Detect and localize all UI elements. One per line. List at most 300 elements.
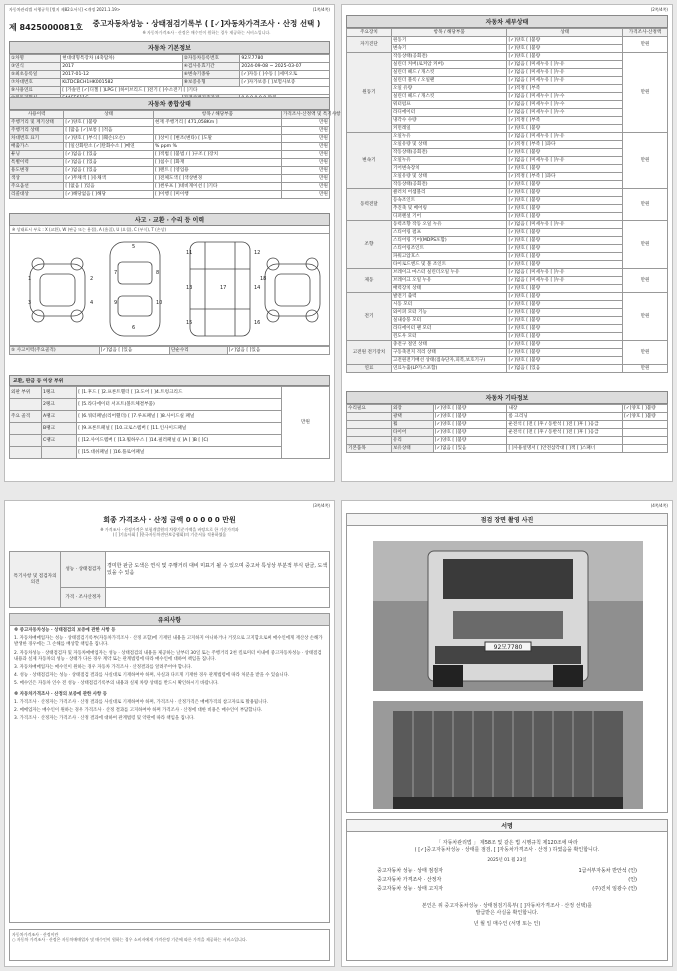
detail-item-state: [✓]양호 [ ]불량 [507,181,623,189]
signature-row [347,884,667,893]
detail-group-price: 만원 [623,341,668,365]
detail-row [347,293,668,301]
summary-row [10,175,330,183]
detail-item-name: 추진축 및 베어링 [391,205,507,213]
detail-row [347,173,668,181]
summary-row [10,143,330,151]
notice-paragraph: 1. 가격조사 · 산정자는 가격조사 · 산정 결과를 사실대로 기재하여야 하며, 가격조사 · 산정가격은 매매가격의 참고자료로 활용됩니다. [14,699,269,705]
summary-item-detail: [ ]침수 [ ]화재 [153,159,281,167]
detail-item-name: 스티어링조인트 [391,245,507,253]
etc-heading: 자동차 기타정보 [346,391,668,404]
car-part-number-label: 11 [186,250,193,257]
car-part-number-label: 7 [114,270,118,277]
detail-group-name: 자기진단 [347,37,392,53]
etc-row [347,437,668,445]
detail-item-state: [✓]적정 [ ]부족 [ ]과다 [507,141,623,149]
detail-row [347,53,668,61]
basic-info-value: 현대대형특장차 (4축탑차) [61,55,183,63]
detail-group-price: 만원 [623,365,668,373]
car-part-number-label: 13 [186,285,193,292]
detail-item-name: 윈도우 모터 [391,333,507,341]
car-diagram [9,234,330,346]
summary-item-name: 용도변경 [10,167,64,175]
detail-row [347,221,668,229]
etc-item-b-state: [✓]양호 [ ]불량 [623,405,668,413]
detail-item-name: 오일누유 [391,157,507,165]
detail-item-state: [✓]양호 [ ]불량 [507,333,623,341]
detail-row [347,85,668,93]
car-part-number-label: 17 [220,285,227,292]
detail-item-state: [✓]양호 [ ]불량 [507,261,623,269]
notice-paragraph: 5. 매수인은 자동차 인수 전 성능 · 상태점검기록부의 내용과 실제 차량 상태를 반드시 확인하시기 바랍니다. [14,681,219,687]
frame-grade [10,399,42,411]
detail-item-name: 등속조인트 [391,197,507,205]
detail-row [347,149,668,157]
detail-group-price: 만원 [623,133,668,189]
frame-row [10,387,330,399]
frame-items: [ ]15.대쉬패널 [ ]16.플로어패널 [77,447,282,459]
detail-item-name: 오일 유량 [391,85,507,93]
truck-rear-photo [373,701,643,809]
detail-item-state: [✓]적정 [ ]부족 [ ]과다 [507,173,623,181]
page-number: (1쪽/4쪽) [312,7,330,12]
basic-info-key: ⑦차대번호 [10,79,61,87]
notice-price-title: ※ 자동차가격조사 · 산정의 보증에 관한 사항 등 [14,691,107,697]
detail-item-name: 커먼레일 [391,125,507,133]
detail-row [347,253,668,261]
summary-item-name: 주행거리 및 계기상태 [10,119,64,127]
summary-item-detail: [ ]상이 [ ]변조(변타) [ ]도말 [153,135,281,143]
detail-item-name: 기어변속장치 [391,165,507,173]
summary-item-price: 만원 [281,151,329,159]
detail-row [347,69,668,77]
etc-item-b-state: [✓]양호 [ ]불량 [623,413,668,421]
notice-warranty-list [10,636,329,687]
detail-row [347,357,668,365]
detail-item-state: [✓]없음 [ ]미세누유 [ ]누유 [507,69,623,77]
basic-info-row [10,63,330,71]
detail-item-name: 실린더 커버(로커암 커버) [391,61,507,69]
frame-grade [10,447,42,459]
detail-row [347,101,668,109]
detail-row [347,317,668,325]
frame-rank: A랭크 [42,411,77,423]
detail-row [347,261,668,269]
basic-info-value: KLTDCBCH1HK001582 [61,79,183,87]
etc-key [347,437,392,445]
detail-item-name: 구동축전지 격리 상태 [391,349,507,357]
truck-front-photo [373,541,643,691]
detail-item-name: 실린더 헤드 / 개스킷 [391,69,507,77]
detail-item-state: [✓]양호 [ ]불량 [507,357,623,365]
detail-row [347,165,668,173]
basic-info-value: 2017 [61,63,183,71]
detail-item-name: 오일유량 및 상태 [391,173,507,181]
summary-row [10,135,330,143]
etc-item-state: [✓]양호 [ ]불량 [433,437,507,445]
detail-item-name: 시동 모터 [391,301,507,309]
detail-item-state: [✓]양호 [ ]불량 [507,45,623,53]
notice-paragraph: 3. 가격조사 · 산정자는 가격조사 · 산정 결과에 대하여 관계법령 및 약관에 따라 책임을 집니다. [14,716,195,722]
summary-item-price: 만원 [281,167,329,175]
detail-section [346,15,668,373]
detail-item-state: [✓]양호 [ ]불량 [507,309,623,317]
page-1-header [9,7,330,13]
frame-heading: 교환, 판금 등 이상 부위 [9,375,330,386]
car-part-number-label: 5 [132,244,136,251]
detail-row [347,125,668,133]
detail-row [347,181,668,189]
pricing-definition-box [9,929,330,961]
detail-row [347,277,668,285]
form-reference: 자동차관리법 시행규칙 [별지 제82호서식] <개정 2021.1.19> [9,7,121,12]
etc-item: 휠 [391,421,433,429]
basic-info-key: ⑤최초등록일 [10,71,61,79]
detail-item-name: 원동기 [391,37,507,45]
detail-row [347,189,668,197]
basic-info-row [10,55,330,63]
signature-role: 중고자동차 가격조사 · 산정자 [377,877,442,884]
detail-group-price: 만원 [623,37,668,53]
detail-item-name: 디퍼렌셜 기어 [391,213,507,221]
detail-row [347,197,668,205]
summary-item-detail: % ppm % [153,143,281,151]
detail-item-name: 오일유량 및 상태 [391,141,507,149]
detail-group-name: 제동 [347,269,392,293]
etc-section [346,391,668,453]
opinion-section [9,551,330,608]
etc-item-b [507,437,623,445]
car-part-number-label: 6 [132,325,136,332]
final-price-title: 회종 가격조사 · 산정 금액 0 0 0 0 0 만원 [103,516,236,524]
detail-group-name: 원동기 [347,53,392,133]
etc-key: 수리필요 [347,405,392,413]
detail-group-price: 만원 [623,189,668,221]
detail-item-state: [✓]양호 [ ]불량 [507,165,623,173]
basic-info-key: ③연식 [10,63,61,71]
detail-item-state: [✓]없음 [ ]미세누유 [ ]누유 [507,221,623,229]
frame-grade: 주요 골격 [10,411,42,423]
summary-section [9,97,341,199]
page-4-header [346,503,668,509]
detail-item-name: 실린더 블록 / 오일팬 [391,77,507,85]
detail-column-header: 주요장치 [347,29,392,37]
etc-item-b-state [623,429,668,437]
summary-row [10,159,330,167]
summary-column-header: 상태 [64,111,154,119]
notice-heading: 유의사항 [10,614,329,626]
detail-item-state: [✓]양호 [ ]불량 [507,125,623,133]
notice-warranty-title: ※ 중고자동차성능 · 상태점검의 보증에 관한 사항 등 [14,628,116,633]
detail-row [347,117,668,125]
basic-info-row [10,79,330,87]
appraiser-label: 가격 · 조사산정자 [61,588,106,608]
summary-item-price: 만원 [281,127,329,135]
frame-items: [ ]12.사이드멤버 [ ]13.휠하우스 [ ]14.필러패널 ([ ]A [ ]B [ ]C) [77,435,282,447]
summary-row [10,183,330,191]
basic-info-key: ⑧보증유형 [182,79,240,87]
detail-item-state: [✓]양호 [ ]불량 [507,37,623,45]
detail-item-name: 배력장치 상태 [391,285,507,293]
page-4 [341,500,673,967]
detail-item-name: 클러치 어셈블리 [391,189,507,197]
detail-item-state: [✓]양호 [ ]불량 [507,301,623,309]
detail-row [347,269,668,277]
summary-item-state: [✓]양호 [ ]불량 [64,119,154,127]
etc-row [347,421,668,429]
summary-item-price: 만원 [281,159,329,167]
detail-item-state: [✓]없음 [ ]미세누수 [ ]누수 [507,109,623,117]
detail-item-name: 라디에이터 팬 모터 [391,325,507,333]
detail-item-name: 오일누유 [391,133,507,141]
detail-group-name: 연료 [347,365,392,373]
detail-item-state: [✓]양호 [ ]불량 [507,197,623,205]
detail-column-header: 항목 / 해당부품 [391,29,507,37]
final-price-subtitle: ※ 가격조사 · 산정가격은 보험개발원의 차량기준가액을 바탕으로 한 기준가격과 ( [ ]기술사회 [ ]한국자동차진단보증협회)의 기준서를 적용하였음 [100,527,239,538]
detail-group-price: 만원 [623,221,668,269]
detail-item-state: [✓]양호 [ ]불량 [507,205,623,213]
accident-table [9,346,330,355]
summary-item-state: [✓]해당없음 [ ]해당 [64,191,154,199]
car-part-number-label: 14 [254,285,261,292]
etc-item: 유리 [391,437,433,445]
doc-title: 중고자동차성능 · 상태점검기록부 ( [✓]자동차가격조사 · 산정 선택 ) [92,19,321,28]
accident-key: 단순수리 [169,347,227,355]
basic-info-key: ⑥변속기종류 [182,71,240,79]
basic-info-key: ②자동차등록번호 [182,55,240,63]
detail-row [347,325,668,333]
etc-item-b-state [623,437,668,445]
basic-info-value: [ ]가솔린 [✓]디젤 [ ]LPG [ ]하이브리드 [ ]전기 [ ]수소전기 [ ]기타 [61,87,330,95]
detail-item-name: 작동상태(공회전) [391,181,507,189]
detail-item-state: [✓]양호 [ ]불량 [507,349,623,357]
summary-item-name: 차대번호 표기 [10,135,64,143]
detail-group-name: 동력전달 [347,189,392,221]
car-part-number-label: 9 [114,300,118,307]
summary-row [10,119,330,127]
truck-rear-image [373,701,643,809]
detail-item-name: 발전기 출력 [391,293,507,301]
opinion-label: 특기사항 및 점검자의 의견 [10,552,61,608]
frame-grade [10,435,42,447]
car-part-number-label: 15 [186,320,193,327]
summary-item-detail: [ ]전체도색 [ ]색상변경 [153,175,281,183]
summary-item-detail: [ ]썬루프 [ ]네비게이션 [ ]기타 [153,183,281,191]
inspector-label: 성능 · 상태점검자 [61,552,106,588]
buyer-statement: 본인은 위 중고자동차성능 · 상태점검기록부( [ ]자동차가격조사 · 산정 선택)를 발급받은 사실을 확인합니다. [421,903,593,917]
car-part-number-label: 10 [156,300,163,307]
basic-info-section [9,41,330,103]
accident-key: ⑤ 사고이력(주요골격) [10,347,100,355]
detail-item-state: [✓]없음 [ ]미세누유 [ ]누유 [507,269,623,277]
detail-group-price: 만원 [623,53,668,133]
summary-item-name: 특별이력 [10,159,64,167]
appraiser-opinion [105,588,329,608]
car-outline-diagram [10,234,331,344]
notice-paragraph: 2. 매매업자는 매수인이 원하는 경우 가격조사 · 산정 결과를 고지하여야 하며 가격조사 · 산정에 대한 비용은 매수인이 부담합니다. [14,708,263,714]
summary-item-state: [ ]없음 [ ]있음 [64,183,154,191]
basic-info-value: [✓]자가보증 [ ]보험사보증 [240,79,330,87]
detail-item-state: [✓]양호 [ ]불량 [507,317,623,325]
detail-row [347,61,668,69]
detail-row [347,365,668,373]
summary-item-price: 만원 [281,143,329,151]
detail-item-name: 스티어링 펌프 [391,229,507,237]
detail-item-state: [✓]양호 [ ]불량 [507,53,623,61]
truck-front-image [373,541,643,691]
summary-item-detail: [ ]렌트 [ ]영업용 [153,167,281,175]
summary-column-header: 가격조사·산정액 및 특기사항 [282,111,341,117]
etc-item: 타이어 [391,429,433,437]
frame-rank: 1랭크 [42,387,77,399]
summary-table [9,110,341,199]
detail-item-state: [✓]양호 [ ]불량 [507,253,623,261]
detail-item-name: 브레이크 오일 누유 [391,277,507,285]
inspector-opinion: 경미한 판금 도색은 연식 및 주행거리 대비 미표기 될 수 있으며 중고차 특성상 부분적 부식 판금, 도색 있을 수 있음 [105,552,329,588]
etc-row [347,405,668,413]
frame-items: [ ]1.후드 [ ]2.프론트휀더 [ ]3.도어 [ ]4.트렁크리드 [77,387,282,399]
detail-item-name: 스티어링 기어(MDPS포함) [391,237,507,245]
frame-items: [ ]6.쿼터패널(리어휀더) [ ]7.루프패널 [ ]8.사이드실 패널 [77,411,282,423]
detail-row [347,237,668,245]
signature-rows [347,866,667,893]
detail-row [347,229,668,237]
detail-item-state: [✓]양호 [ ]불량 [507,245,623,253]
notice-price-list [10,700,329,723]
summary-item-state: [✓]무채색 [ ]유채색 [64,175,154,183]
summary-item-name: 색상 [10,175,64,183]
etc-item-state: [✓]양호 [ ]불량 [433,429,507,437]
summary-row [10,167,330,175]
detail-item-name: 동력조향 작동 오일 누유 [391,221,507,229]
car-part-number-label: 12 [254,250,261,257]
accident-section [9,213,330,355]
etc-item-b-state [623,421,668,429]
detail-row [347,133,668,141]
frame-table [9,386,330,459]
detail-item-state: [✓]적정 [ ]부족 [507,117,623,125]
accident-value: [✓]없음 [ ]있음 [227,347,329,355]
accident-legend: ※ 상태표시 부호 : X (교환), W (판금 또는 용접), A (흠집), U (요철), C (부식), T (손상) [9,226,330,234]
detail-item-state: [✓]양호 [ ]불량 [507,213,623,221]
car-part-number-label: 4 [90,300,94,307]
basic-info-row [10,87,330,95]
summary-item-price: 만원 [281,135,329,143]
frame-rank: C랭크 [42,435,77,447]
notice-paragraph: 1. 자동차매매업자는 성능 · 상태점검기록부(자동차가격조사 · 산정 포함)에 기재된 내용을 고지하지 아니하거나 거짓으로 고지함으로써 매수인에게 재산상 손해가 발생한 경우에는 그 손해를 배상할 책임을 집니다. [14,636,323,648]
detail-item-state: [✓]양호 [ ]불량 [507,189,623,197]
etc-table [346,404,668,453]
signature-date: 2025년 01 월 23일 [487,858,527,863]
detail-heading: 자동차 세부상태 [346,15,668,28]
etc-item-state: [✓]양호 [ ]불량 [433,405,507,413]
basic-info-key: ①차명 [10,55,61,63]
detail-row [347,341,668,349]
summary-item-state: [✓]없음 [ ]있음 [64,159,154,167]
etc-item-b: 운전석 [ ]전 [ ]후 / 동반석 [ ]전 [ ]후 [ ]응급 [507,429,623,437]
signature-heading: 서명 [347,820,667,832]
page-2 [341,4,673,482]
detail-group-name: 조향 [347,221,392,269]
summary-item-name: 주요옵션 [10,183,64,191]
summary-item-state: [ ]많음 [✓]보통 [ ]적음 [64,127,154,135]
detail-item-name: 충전구 절연 상태 [391,341,507,349]
page-1 [4,4,341,482]
detail-group-price: 만원 [623,269,668,293]
car-part-number-label: 8 [156,270,160,277]
pricing-definition-text: 자동차가격조사 · 산정이란 ○ 자동차 가격조사 · 산정은 자동차매매업자 및 매수인이 원하는 경우 소비자에게 가격산정 기준에 따른 가격을 제공하는 서비스입니다. [12,932,248,943]
summary-item-detail: [ ]적법 [ ]불법 / [ ]구조 [ ]장치 [153,151,281,159]
etc-key: 기본품목 [347,445,392,453]
detail-item-name: 와이퍼 모터 기능 [391,309,507,317]
detail-item-state: [✓]없음 [ ]미세누수 [ ]누수 [507,93,623,101]
etc-key [347,429,392,437]
summary-column-header: 사용이력 [10,111,64,119]
doc-subtitle: ※ 자동차가격조사 · 산정은 매수인이 원하는 경우 제공하는 서비스입니다. [142,30,271,35]
license-plate: 92모7780 [493,644,523,651]
notice-paragraph: 2. 자동차성능 · 상태점검자 및 자동차매매업자는 성능 · 상태점검의 내용을 제공하는 날부터 30일 또는 주행거리 2천 킬로미터 이내에 중고자동차성능 · 상태점검 내용과 실제 자동차의 성능 · 상태가 다른 경우 계약 또는 관계법령에 따라 매수인에 대하여 책임을 집니다. [14,650,322,662]
detail-row [347,37,668,45]
signature-name: 1급서부자동차 반안석 (인) [578,868,637,875]
etc-key [347,413,392,421]
summary-item-price: 만원 [281,183,329,191]
detail-row [347,285,668,293]
detail-item-state: [✓]양호 [ ]불량 [507,149,623,157]
detail-item-name: 파워고압호스 [391,253,507,261]
detail-item-state: [✓]양호 [ ]불량 [507,237,623,245]
frame-section [9,375,330,459]
etc-item-state: [✓]양호 [ ]불량 [433,413,507,421]
detail-item-state: [✓]없음 [ ]미세누유 [ ]누유 [507,61,623,69]
basic-info-value: 92모7780 [240,55,330,63]
etc-item-b: [ ]사용설명서 [ ]안전삼각대 [ ]잭 [ ]스패너 [507,445,623,453]
detail-item-name: 고전원전기배선 상태(접속단자,피복,보호기구) [391,357,507,365]
detail-item-state: [✓]없음 [ ]있음 [507,365,623,373]
etc-item-b: 룸 크리닝 [507,413,623,421]
detail-item-state: [✓]없음 [ ]미세누유 [ ]누유 [507,77,623,85]
basic-info-value: 2017-01-12 [61,71,183,79]
detail-item-state: [✓]없음 [ ]미세누유 [ ]누유 [507,133,623,141]
detail-row [347,301,668,309]
etc-item-state: [✓]없음 [ ]있음 [433,445,507,453]
etc-item-b-state [623,445,668,453]
buyer-signature-line: 년 월 일 매수인 (서명 또는 인) [473,921,541,928]
detail-item-name: 워터펌프 [391,101,507,109]
detail-table [346,28,668,373]
detail-item-name: 타이로드엔드 및 볼 조인트 [391,261,507,269]
accident-heading: 사고 · 교환 · 수리 등 이력 [9,213,330,226]
detail-group-name: 고전원 전기장치 [347,341,392,365]
summary-item-name: 리콜대상 [10,191,64,199]
notice-paragraph: 3. 자동차매매업자는 매수인이 원하는 경우 자동차 가격조사 · 산정결과를 알려주어야 합니다. [14,665,192,671]
summary-item-name: 튜닝 [10,151,64,159]
summary-row [10,127,330,135]
detail-row [347,141,668,149]
detail-item-name: 작동상태(공회전) [391,53,507,61]
detail-item-name: 브레이크 마스터 실린더오일 누유 [391,269,507,277]
etc-item-state: [✓]양호 [ ]불량 [433,421,507,429]
basic-info-heading: 자동차 기본정보 [9,41,330,54]
etc-row [347,413,668,421]
doc-number: 제 8425000081호 [9,22,83,32]
detail-item-state: [✓]적정 [ ]부족 [507,85,623,93]
car-part-number-label: 18 [260,276,267,283]
detail-group-price: 만원 [623,293,668,341]
detail-group-name: 변속기 [347,133,392,189]
signature-statement: 「 자동차관리법 」 제58조 및 같은 법 시행규칙 제120조에 따라 ( [✓]중고자동차성능 · 상태를 점검, [ ]자동차가격조사 · 산정 ) 하였음을 확인합니다. [414,840,600,853]
summary-item-price: 만원 [281,119,329,127]
detail-column-header: 가격조사·산정액 [623,29,668,37]
